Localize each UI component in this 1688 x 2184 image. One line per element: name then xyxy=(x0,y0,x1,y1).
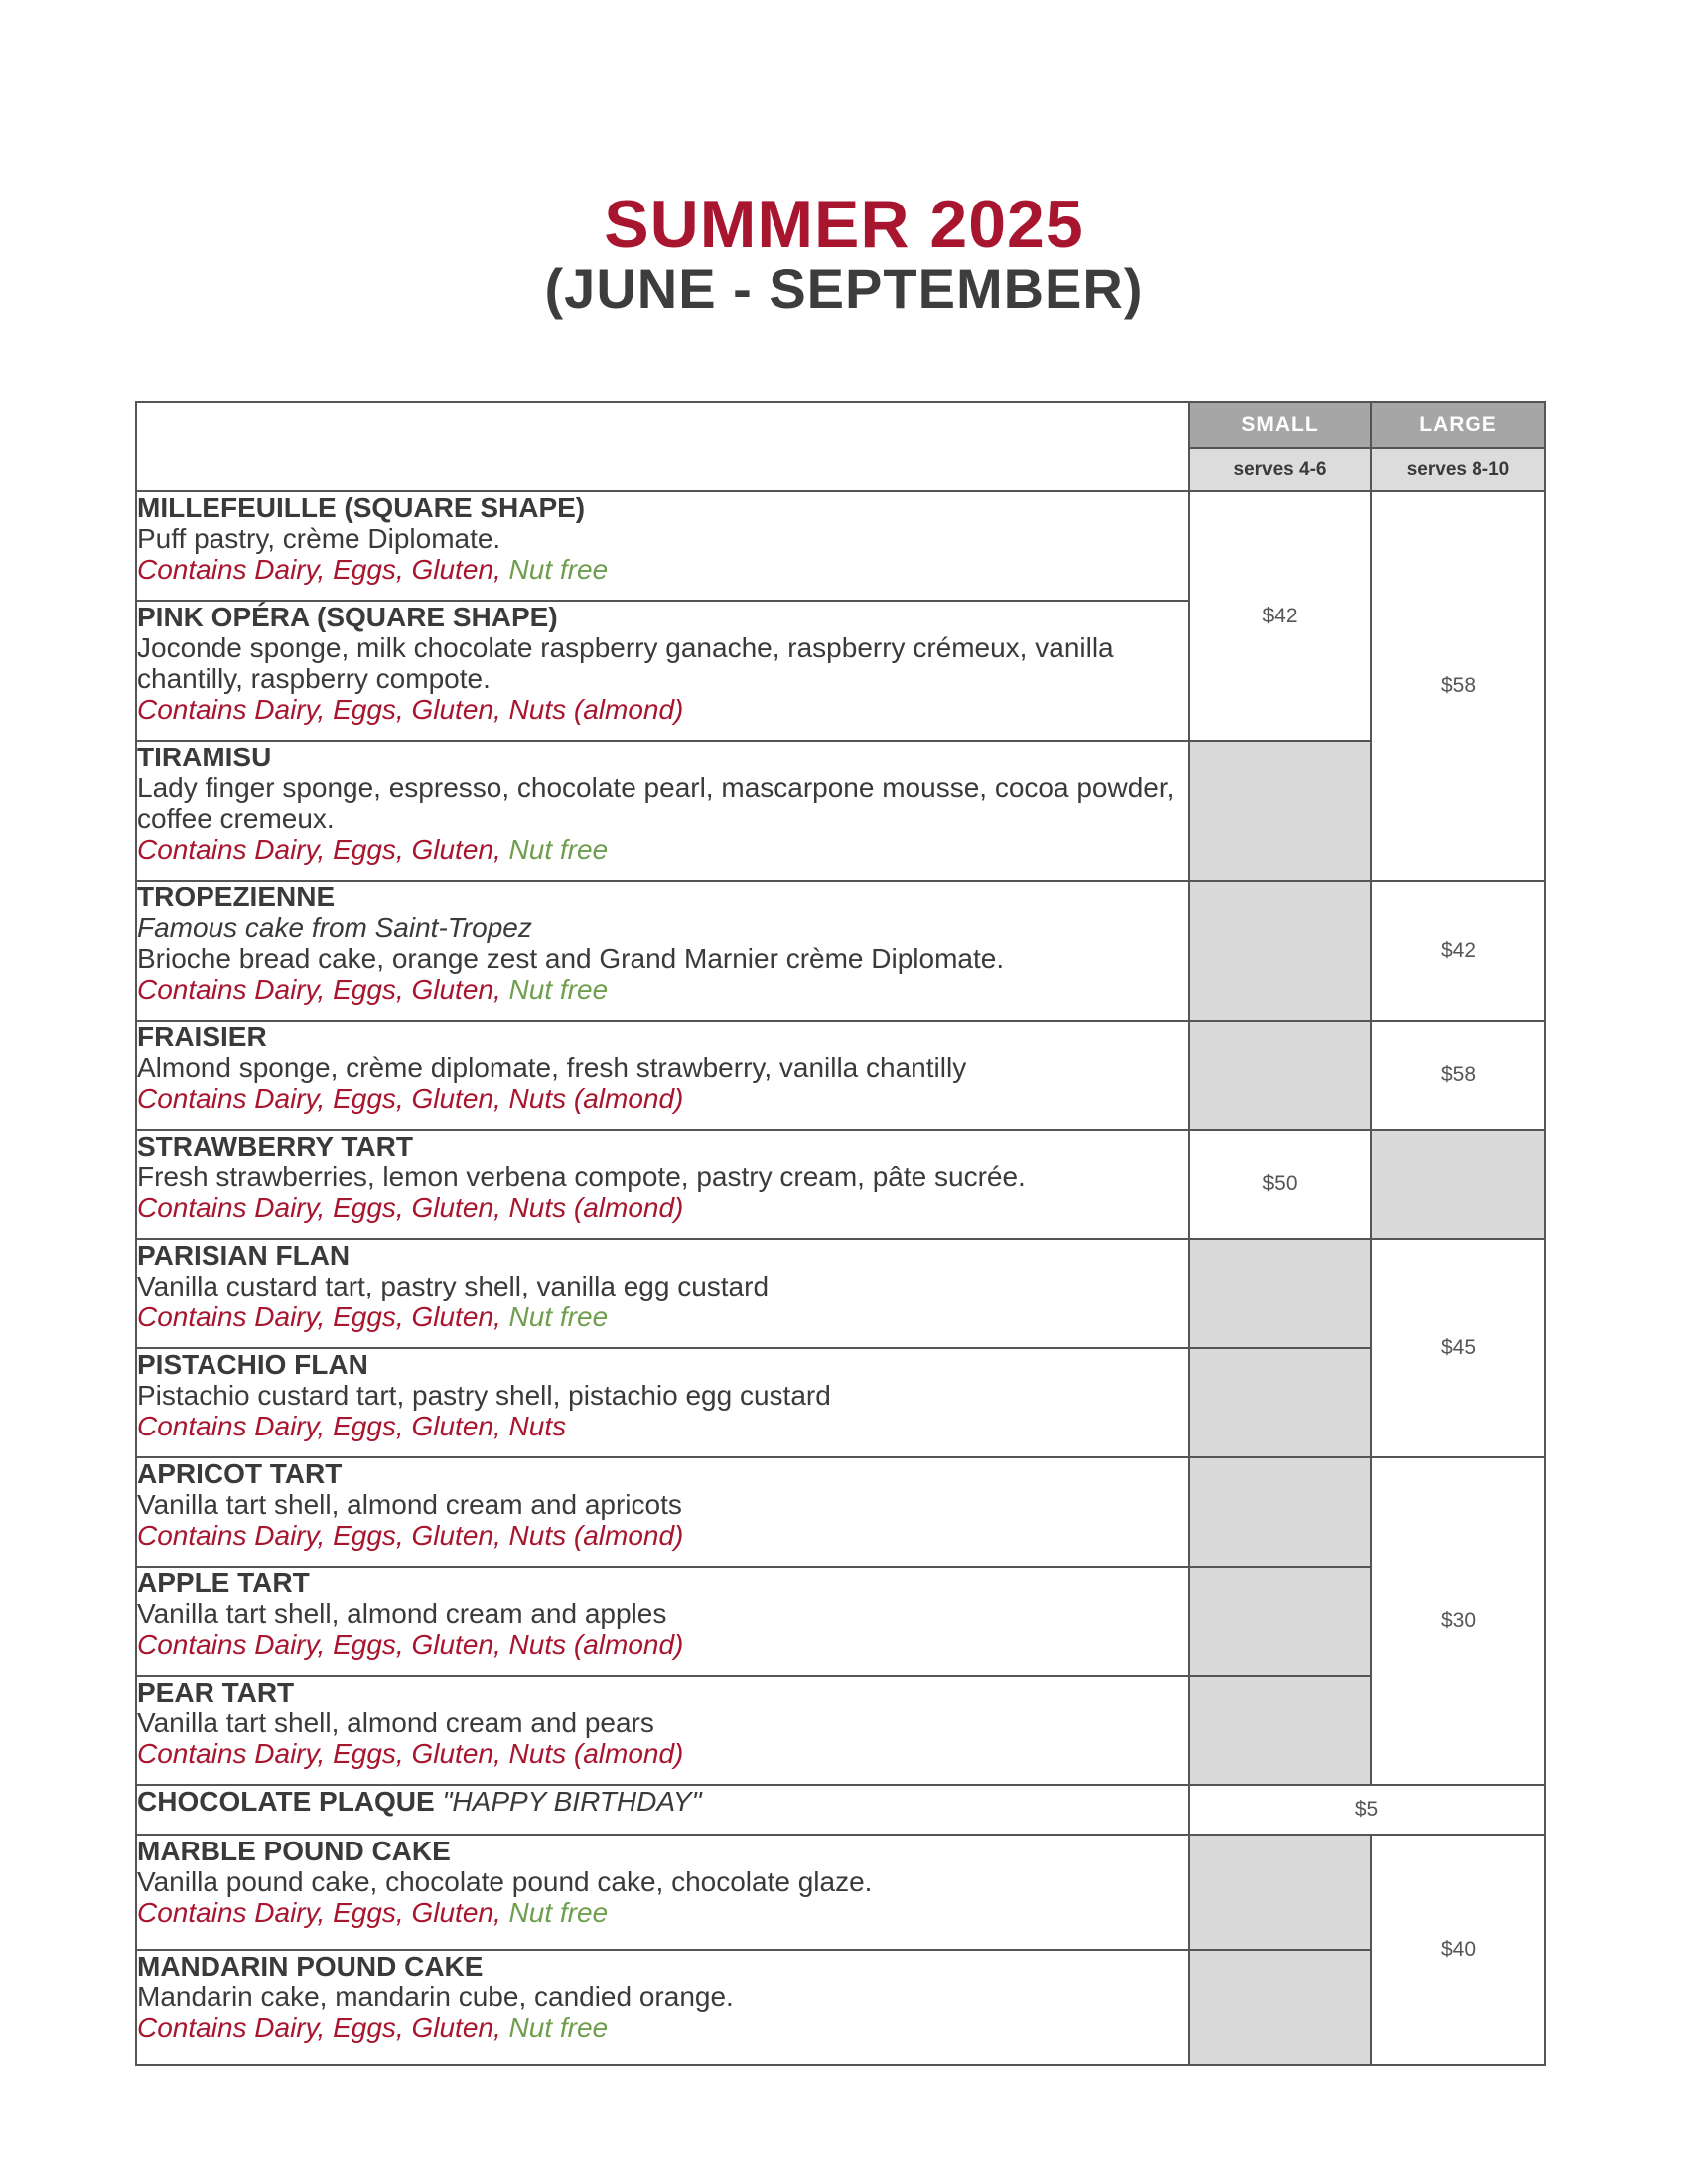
menu-item-apricot-tart xyxy=(136,1457,1189,1567)
page-title: SUMMER 2025 xyxy=(604,187,1084,262)
price-large: $30 xyxy=(1371,1457,1545,1785)
item-allergens: Contains Dairy, Eggs, Gluten, Nuts (almond) xyxy=(137,1629,684,1660)
price-unavailable xyxy=(1189,1950,1371,2065)
large-serves-label: serves 8-10 xyxy=(1371,448,1545,491)
item-allergens: Contains Dairy, Eggs, Gluten, Nuts (almond) xyxy=(137,1738,684,1769)
price-unavailable xyxy=(1189,1239,1371,1348)
item-name: PISTACHIO FLAN xyxy=(137,1349,368,1380)
item-allergens: Contains Dairy, Eggs, Gluten, Nuts (almond) xyxy=(137,1083,684,1114)
price-large: $45 xyxy=(1371,1239,1545,1457)
item-name: MARBLE POUND CAKE xyxy=(137,1836,451,1866)
cake-menu-table xyxy=(135,401,1546,2066)
menu-item-fraisier xyxy=(136,1021,1189,1130)
small-serves-label: serves 4-6 xyxy=(1189,448,1371,491)
menu-item-tiramisu xyxy=(136,741,1189,881)
price-unavailable xyxy=(1189,741,1371,881)
item-description: Almond sponge, crème diplomate, fresh strawberry, vanilla chantilly xyxy=(137,1052,967,1083)
price-large: $42 xyxy=(1371,881,1545,1021)
item-description: Pistachio custard tart, pastry shell, pistachio egg custard xyxy=(137,1380,831,1411)
menu-item-apple-tart xyxy=(136,1567,1189,1676)
price-unavailable xyxy=(1189,1348,1371,1457)
price-unavailable xyxy=(1189,1676,1371,1785)
item-description: Puff pastry, crème Diplomate. xyxy=(137,523,501,554)
item-description: Vanilla tart shell, almond cream and apricots xyxy=(137,1489,682,1520)
item-name: APRICOT TART xyxy=(137,1458,343,1489)
item-nut-note: Nut free xyxy=(508,2012,609,2043)
item-allergens: Contains Dairy, Eggs, Gluten, xyxy=(137,974,501,1005)
item-nut-note: Nut free xyxy=(508,1897,609,1928)
price-small: $42 xyxy=(1189,491,1371,741)
menu-item-millefeuille xyxy=(136,491,1189,601)
menu-item-chocolate-plaque xyxy=(136,1785,1189,1835)
header-blank-cell xyxy=(136,402,1189,491)
large-size-header: LARGE xyxy=(1371,402,1545,448)
menu-item-mandarin-pound-cake xyxy=(136,1950,1189,2065)
price-unavailable xyxy=(1189,1567,1371,1676)
menu-item-tropezienne xyxy=(136,881,1189,1021)
item-name: MANDARIN POUND CAKE xyxy=(137,1951,484,1981)
price-unavailable xyxy=(1189,1021,1371,1130)
price-unavailable xyxy=(1189,1457,1371,1567)
item-allergens: Contains Dairy, Eggs, Gluten, Nuts xyxy=(137,1411,567,1441)
price-large: $58 xyxy=(1371,491,1545,881)
item-description: Fresh strawberries, lemon verbena compote, pastry cream, pâte sucrée. xyxy=(137,1161,1026,1192)
item-description: Vanilla tart shell, almond cream and apples xyxy=(137,1598,667,1629)
item-allergens: Contains Dairy, Eggs, Gluten, xyxy=(137,554,501,585)
item-name: TROPEZIENNE xyxy=(137,882,336,912)
item-description: Vanilla custard tart, pastry shell, vanilla egg custard xyxy=(137,1271,770,1301)
page-subtitle: (JUNE - SEPTEMBER) xyxy=(544,257,1144,320)
menu-item-pear-tart xyxy=(136,1676,1189,1785)
item-name: PEAR TART xyxy=(137,1677,295,1707)
price-large: $58 xyxy=(1371,1021,1545,1130)
item-allergens: Contains Dairy, Eggs, Gluten, Nuts (almond) xyxy=(137,694,684,725)
item-name: APPLE TART xyxy=(137,1568,310,1598)
price-all-sizes: $5 xyxy=(1189,1785,1545,1835)
item-nut-note: Nut free xyxy=(508,554,609,585)
item-name: CHOCOLATE PLAQUE xyxy=(137,1786,435,1817)
item-description: Vanilla tart shell, almond cream and pears xyxy=(137,1707,654,1738)
item-name: PINK OPÉRA (SQUARE SHAPE) xyxy=(137,602,558,632)
item-description: Mandarin cake, mandarin cube, candied orange. xyxy=(137,1981,734,2012)
item-allergens: Contains Dairy, Eggs, Gluten, Nuts (almond) xyxy=(137,1192,684,1223)
price-unavailable xyxy=(1189,1835,1371,1950)
item-name: STRAWBERRY TART xyxy=(137,1131,413,1161)
item-description: Lady finger sponge, espresso, chocolate pearl, mascarpone mousse, cocoa powder, coffee cremeux. xyxy=(137,772,1175,834)
menu-item-strawberry-tart xyxy=(136,1130,1189,1239)
menu-item-pink-opera xyxy=(136,601,1189,741)
menu-item-pistachio-flan xyxy=(136,1348,1189,1457)
item-description: Joconde sponge, milk chocolate raspberry ganache, raspberry crémeux, vanilla chantilly, raspberry compote. xyxy=(137,632,1114,694)
item-tagline: Famous cake from Saint-Tropez xyxy=(137,912,532,943)
item-allergens: Contains Dairy, Eggs, Gluten, xyxy=(137,1897,501,1928)
item-description: Vanilla pound cake, chocolate pound cake, chocolate glaze. xyxy=(137,1866,873,1897)
item-name: FRAISIER xyxy=(137,1022,267,1052)
price-unavailable xyxy=(1371,1130,1545,1239)
item-name: PARISIAN FLAN xyxy=(137,1240,351,1271)
price-large: $40 xyxy=(1371,1835,1545,2065)
price-small: $50 xyxy=(1189,1130,1371,1239)
item-description: Brioche bread cake, orange zest and Grand Marnier crème Diplomate. xyxy=(137,943,1005,974)
item-tagline: "HAPPY BIRTHDAY" xyxy=(442,1786,702,1817)
price-unavailable xyxy=(1189,881,1371,1021)
item-allergens: Contains Dairy, Eggs, Gluten, xyxy=(137,2012,501,2043)
item-nut-note: Nut free xyxy=(508,974,609,1005)
item-name: TIRAMISU xyxy=(137,742,272,772)
item-allergens: Contains Dairy, Eggs, Gluten, xyxy=(137,834,501,865)
item-allergens: Contains Dairy, Eggs, Gluten, xyxy=(137,1301,501,1332)
menu-item-parisian-flan xyxy=(136,1239,1189,1348)
menu-item-marble-pound-cake xyxy=(136,1835,1189,1950)
item-name: MILLEFEUILLE (SQUARE SHAPE) xyxy=(137,492,586,523)
item-nut-note: Nut free xyxy=(508,1301,609,1332)
item-allergens: Contains Dairy, Eggs, Gluten, Nuts (almond) xyxy=(137,1520,684,1551)
small-size-header: SMALL xyxy=(1189,402,1371,448)
item-nut-note: Nut free xyxy=(508,834,609,865)
